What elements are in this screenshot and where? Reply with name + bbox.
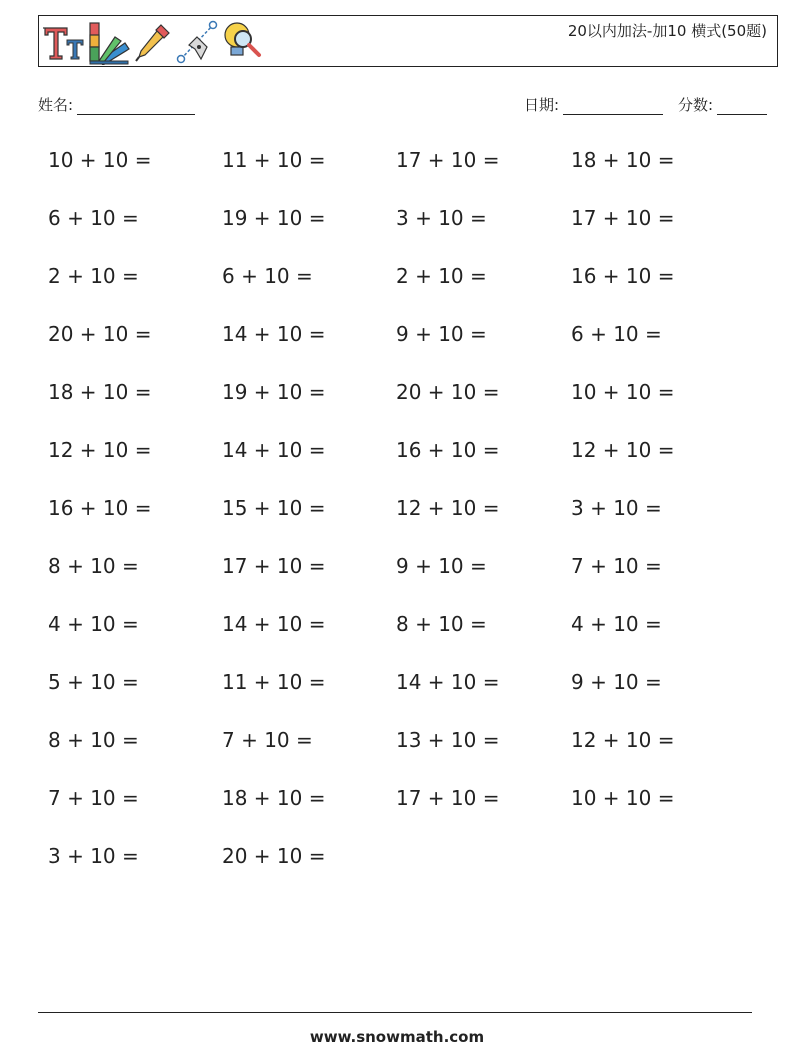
problem-item: 9 + 10 = [571,670,662,694]
problem-item: 17 + 10 = [396,786,500,810]
problem-item: 6 + 10 = [222,264,313,288]
problem-item: 7 + 10 = [571,554,662,578]
date-blank[interactable] [563,97,663,115]
problem-item: 3 + 10 = [48,844,139,868]
footer-divider [38,1012,752,1013]
problem-item: 16 + 10 = [396,438,500,462]
problem-item: 18 + 10 = [48,380,152,404]
date-field [524,94,663,115]
date-label: 日期: [524,96,560,114]
name-field [38,94,195,115]
problem-item: 11 + 10 = [222,670,326,694]
problem-item: 7 + 10 = [222,728,313,752]
problem-item: 13 + 10 = [396,728,500,752]
problem-item: 12 + 10 = [396,496,500,520]
worksheet-title: 20以内加法-加10 横式(50题) [567,22,767,40]
problem-item: 6 + 10 = [48,206,139,230]
problem-item: 20 + 10 = [48,322,152,346]
name-label: 姓名: [38,96,74,114]
eyedropper-icon [131,19,175,65]
problem-item: 9 + 10 = [396,322,487,346]
problem-item: 17 + 10 = [396,148,500,172]
problem-item: 18 + 10 = [571,148,675,172]
problem-item: 18 + 10 = [222,786,326,810]
header-icons [41,19,265,65]
problem-item: 10 + 10 = [571,380,675,404]
problem-item: 8 + 10 = [48,554,139,578]
score-blank[interactable] [717,97,767,115]
problem-item: 10 + 10 = [48,148,152,172]
lightbulb-search-icon [221,19,265,65]
worksheet-header [38,15,778,67]
problem-item: 14 + 10 = [222,438,326,462]
problem-item: 8 + 10 = [48,728,139,752]
vector-pen-icon [175,19,221,65]
problem-item: 8 + 10 = [396,612,487,636]
problem-item: 7 + 10 = [48,786,139,810]
problem-item: 14 + 10 = [396,670,500,694]
problem-item: 9 + 10 = [396,554,487,578]
problem-item: 12 + 10 = [571,728,675,752]
problem-item: 14 + 10 = [222,322,326,346]
score-field [678,94,767,115]
problem-item: 2 + 10 = [48,264,139,288]
problem-item: 10 + 10 = [571,786,675,810]
problem-item: 15 + 10 = [222,496,326,520]
footer-url: www.snowmath.com [309,1028,485,1046]
problem-item: 17 + 10 = [571,206,675,230]
problem-item: 4 + 10 = [48,612,139,636]
problem-item: 14 + 10 = [222,612,326,636]
problem-item: 17 + 10 = [222,554,326,578]
problem-item: 12 + 10 = [48,438,152,462]
name-blank[interactable] [77,97,195,115]
score-label: 分数: [678,96,714,114]
problem-item: 16 + 10 = [48,496,152,520]
problem-item: 3 + 10 = [396,206,487,230]
problem-item: 19 + 10 = [222,380,326,404]
problem-item: 3 + 10 = [571,496,662,520]
problem-item: 4 + 10 = [571,612,662,636]
problem-item: 16 + 10 = [571,264,675,288]
text-size-icon [41,22,87,62]
problem-item: 20 + 10 = [396,380,500,404]
problem-item: 5 + 10 = [48,670,139,694]
problem-item: 11 + 10 = [222,148,326,172]
problem-item: 19 + 10 = [222,206,326,230]
problem-item: 20 + 10 = [222,844,326,868]
problem-item: 2 + 10 = [396,264,487,288]
problem-item: 12 + 10 = [571,438,675,462]
problem-item: 6 + 10 = [571,322,662,346]
color-swatch-icon [87,19,131,65]
